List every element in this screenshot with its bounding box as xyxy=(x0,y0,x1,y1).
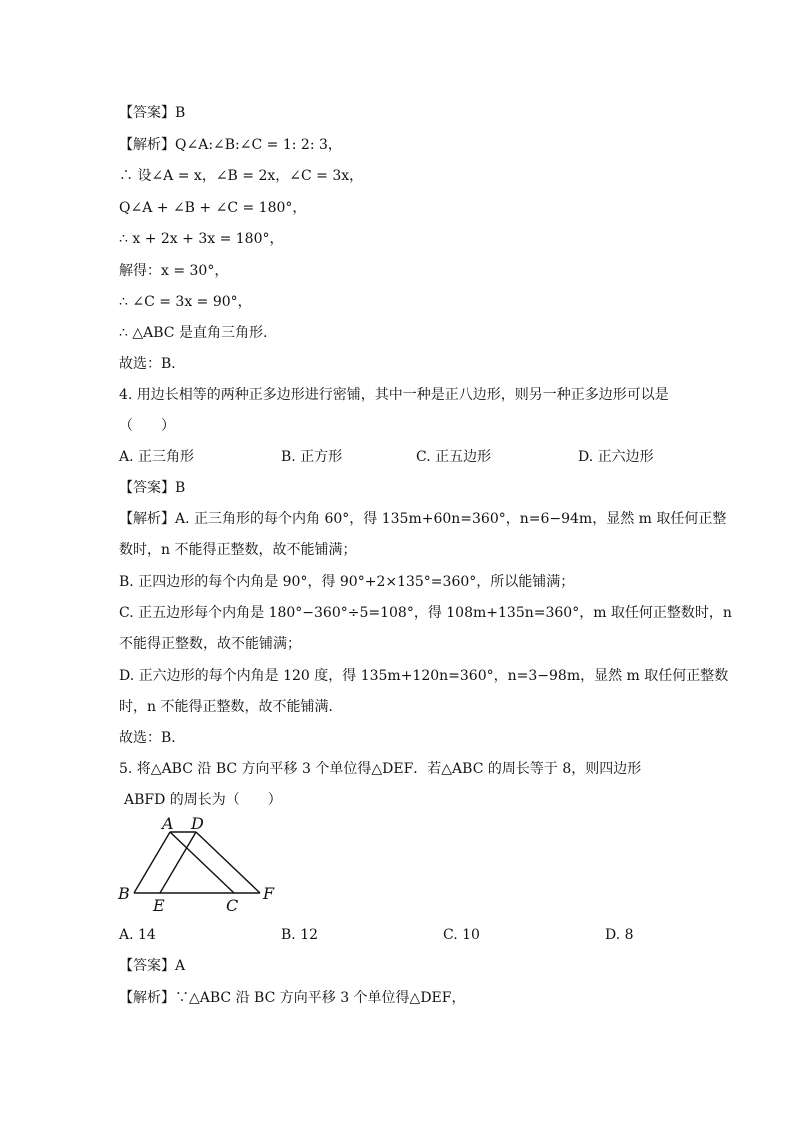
label-a: A xyxy=(162,814,174,833)
analysis-line: 【解析】A. 正三角形的每个内角 60°，得 135m+60n=360°，n=6−94m，显然 m 取任何正整 xyxy=(119,511,727,527)
option-a: A. 正三角形 xyxy=(119,449,195,465)
analysis-line: C. 正五边形每个内角是 180°−360°÷5=108°，得 108m+135n=360°，m 取任何正整数时，n xyxy=(119,605,732,621)
question-stem-bracket: （ ） xyxy=(119,418,175,434)
analysis-line: 故选：B． xyxy=(119,356,186,372)
analysis-line: D. 正六边形的每个内角是 120 度，得 135m+120n=360°，n=3−98m，显然 m 取任何正整数 xyxy=(119,668,729,684)
analysis-line: ∴ 设∠A = x，∠B = 2x，∠C = 3x， xyxy=(119,168,364,184)
answer-label: 【答案】A xyxy=(119,958,186,974)
analysis-line: ∴ △ABC 是直角三角形. xyxy=(119,325,268,341)
analysis-line: Q∠A + ∠B + ∠C = 180°， xyxy=(119,200,307,216)
label-c: C xyxy=(226,896,239,915)
label-e: E xyxy=(153,896,165,915)
analysis-line: 【解析】Q∠A:∠B:∠C = 1: 2: 3， xyxy=(119,137,342,153)
analysis-line: 不能得正整数，故不能铺满； xyxy=(119,636,301,652)
option-d: D. 正六边形 xyxy=(578,449,654,465)
segment-ac xyxy=(170,832,234,893)
option-b: B. 正方形 xyxy=(281,449,343,465)
question-stem: ABFD 的周长为（ ） xyxy=(124,792,282,808)
option-d: D. 8 xyxy=(605,927,634,943)
analysis-line: ∴ x + 2x + 3x = 180°， xyxy=(119,231,284,247)
label-d: D xyxy=(191,814,204,833)
label-f: F xyxy=(263,884,275,903)
segment-df xyxy=(196,832,260,893)
analysis-line: B. 正四边形的每个内角是 90°，得 90°+2×135°=360°，所以能铺满； xyxy=(119,574,575,590)
analysis-line: 数时，n 不能得正整数，故不能铺满； xyxy=(119,542,357,558)
translation-figure xyxy=(112,812,282,916)
question-stem: 5. 将△ABC 沿 BC 方向平移 3 个单位得△DEF．若△ABC 的周长等于 8，则四边形 xyxy=(119,761,642,777)
analysis-line: 解得：x = 30°， xyxy=(119,263,229,279)
answer-label: 【答案】B xyxy=(119,480,186,496)
answer-label: 【答案】B xyxy=(119,105,186,121)
question-stem: 4. 用边长相等的两种正多边形进行密铺，其中一种是正八边形，则另一种正多边形可以是 xyxy=(119,387,669,403)
analysis-line: 故选：B． xyxy=(119,730,186,746)
analysis-line: 时，n 不能得正整数，故不能铺满． xyxy=(119,699,343,715)
analysis-line: 【解析】∵△ABC 沿 BC 方向平移 3 个单位得△DEF， xyxy=(119,990,466,1006)
option-c: C. 10 xyxy=(443,927,480,943)
option-a: A. 14 xyxy=(119,927,156,943)
analysis-line: ∴ ∠C = 3x = 90°， xyxy=(119,294,252,310)
label-b: B xyxy=(118,884,130,903)
option-b: B. 12 xyxy=(281,927,319,943)
option-c: C. 正五边形 xyxy=(416,449,492,465)
